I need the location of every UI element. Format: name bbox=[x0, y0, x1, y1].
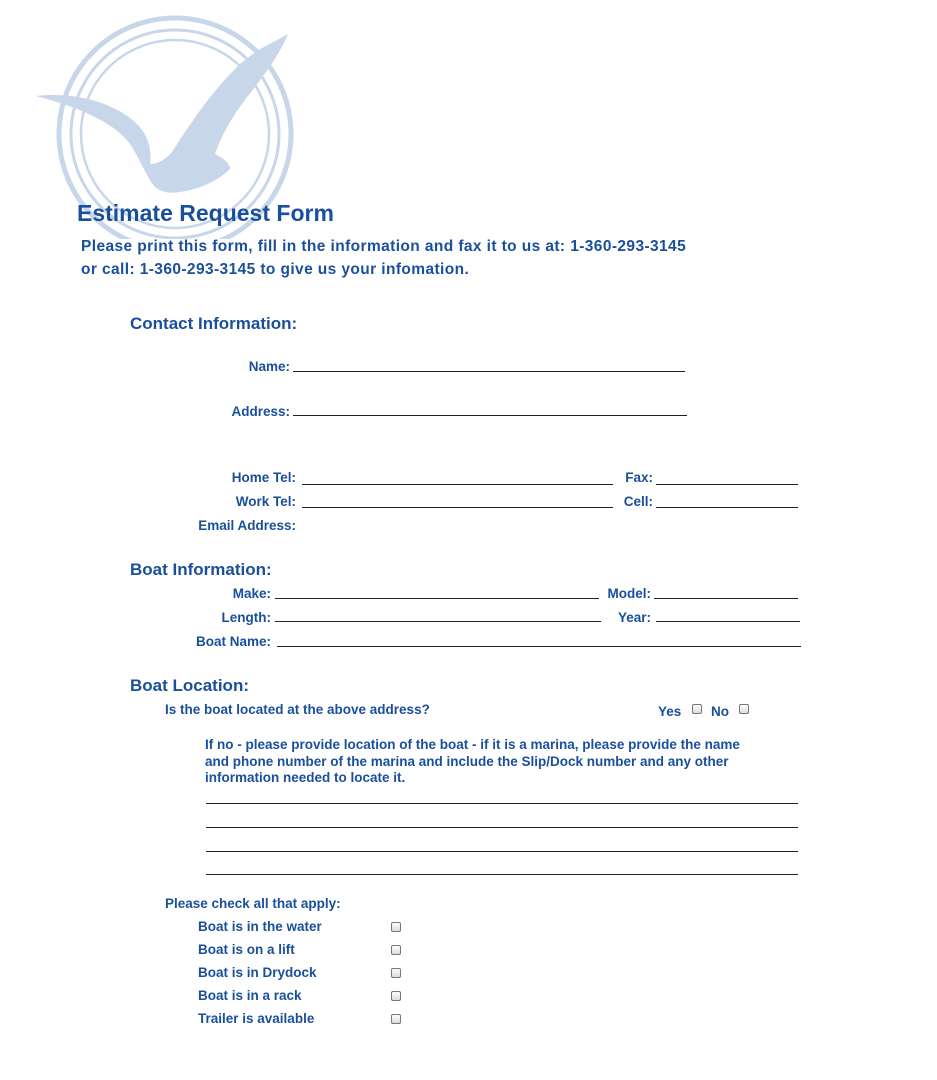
address-field[interactable] bbox=[293, 415, 687, 416]
fax-label: Fax: bbox=[625, 470, 653, 485]
yes-label: Yes bbox=[658, 704, 682, 719]
length-field[interactable] bbox=[275, 621, 601, 622]
check-all-label: Please check all that apply: bbox=[165, 896, 341, 911]
year-label: Year: bbox=[617, 610, 651, 625]
email-label: Email Address: bbox=[198, 518, 296, 533]
boat-name-field[interactable] bbox=[277, 646, 801, 647]
year-field[interactable] bbox=[656, 621, 800, 622]
work-tel-label: Work Tel: bbox=[235, 494, 296, 509]
location-line-2[interactable] bbox=[206, 827, 798, 828]
option-label-trailer: Trailer is available bbox=[198, 1011, 315, 1026]
no-label: No bbox=[711, 704, 729, 719]
option-checkbox-rack[interactable] bbox=[391, 991, 401, 1001]
location-heading: Boat Location: bbox=[130, 676, 249, 695]
option-label-lift: Boat is on a lift bbox=[198, 942, 295, 957]
instruction-line-1: Please print this form, fill in the information and fax it to us at: 1-360-293-3145 bbox=[81, 238, 687, 255]
work-tel-field[interactable] bbox=[302, 507, 613, 508]
form-title: Estimate Request Form bbox=[77, 200, 334, 226]
fax-field[interactable] bbox=[656, 484, 798, 485]
location-line-4[interactable] bbox=[206, 874, 798, 875]
location-line-3[interactable] bbox=[206, 851, 798, 852]
boat-heading: Boat Information: bbox=[130, 560, 272, 579]
make-label: Make: bbox=[232, 586, 271, 601]
home-tel-label: Home Tel: bbox=[231, 470, 296, 485]
boat-name-label: Boat Name: bbox=[195, 634, 271, 649]
make-field[interactable] bbox=[275, 598, 599, 599]
location-question: Is the boat located at the above address? bbox=[165, 702, 430, 717]
location-line-1[interactable] bbox=[206, 803, 798, 804]
home-tel-field[interactable] bbox=[302, 484, 613, 485]
name-label: Name: bbox=[248, 359, 290, 374]
option-checkbox-water[interactable] bbox=[391, 922, 401, 932]
option-checkbox-drydock[interactable] bbox=[391, 968, 401, 978]
option-checkbox-lift[interactable] bbox=[391, 945, 401, 955]
model-field[interactable] bbox=[654, 598, 798, 599]
name-field[interactable] bbox=[293, 371, 685, 372]
option-checkbox-trailer[interactable] bbox=[391, 1014, 401, 1024]
contact-heading: Contact Information: bbox=[130, 314, 298, 333]
if-no-instructions: If no - please provide location of the boat - if it is a marina, please provide the name and phone number of the marina and include the Slip/Dock number and any other information needed to locate it. bbox=[205, 737, 740, 785]
option-label-water: Boat is in the water bbox=[198, 919, 322, 934]
no-checkbox[interactable] bbox=[739, 704, 749, 714]
model-label: Model: bbox=[607, 586, 651, 601]
instruction-line-2: or call: 1-360-293-3145 to give us your infomation. bbox=[81, 261, 470, 278]
length-label: Length: bbox=[221, 610, 271, 625]
cell-label: Cell: bbox=[623, 494, 653, 509]
option-label-drydock: Boat is in Drydock bbox=[198, 965, 317, 980]
cell-field[interactable] bbox=[656, 507, 798, 508]
address-label: Address: bbox=[231, 404, 290, 419]
yes-checkbox[interactable] bbox=[692, 704, 702, 714]
option-label-rack: Boat is in a rack bbox=[198, 988, 302, 1003]
